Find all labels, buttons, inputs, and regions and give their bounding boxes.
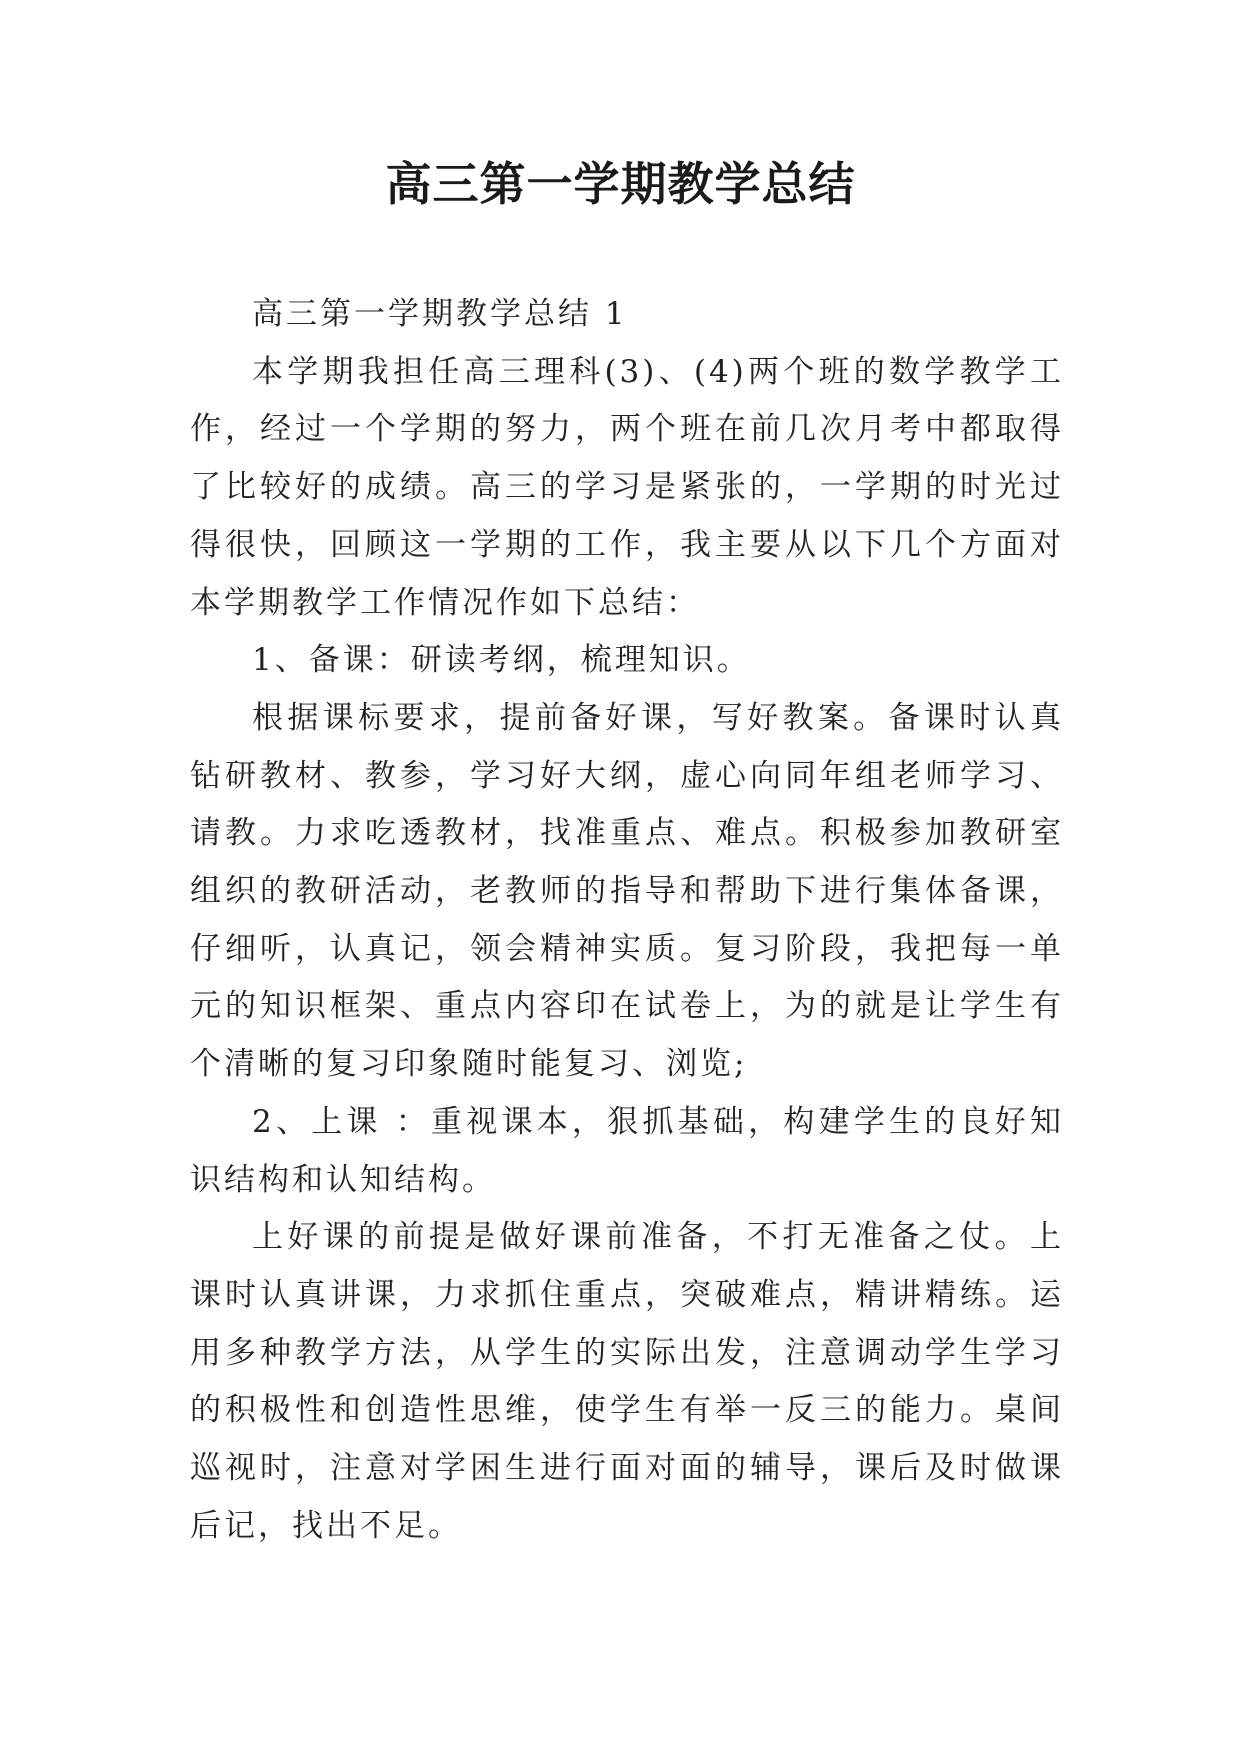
paragraph-intro: 本学期我担任高三理科(3)、(4)两个班的数学教学工作，经过一个学期的努力，两个班在前几次月考中都取得了比较好的成绩。高三的学习是紧张的，一学期的时光过得很快，回顾这一学期的工作，我主要从以下几个方面对本学期教学工作情况作如下总结：: [190, 353, 1064, 621]
paragraph-heading: 高三第一学期教学总结 1: [252, 296, 628, 332]
document-body: [190, 286, 1064, 1555]
paragraph-section-2-body: 上好课的前提是做好课前准备，不打无准备之仗。上课时认真讲课，力求抓住重点，突破难点，精讲精练。运用多种教学方法，从学生的实际出发，注意调动学生学习的积极性和创造性思维，使学生有举一反三的能力。桌间巡视时，注意对学困生进行面对面的辅导，课后及时做课后记，找出不足。: [190, 1219, 1064, 1544]
paragraph-section-2-heading: 2、上课 ：重视课本，狠抓基础，构建学生的良好知识结构和认知结构。: [190, 1103, 1064, 1198]
paragraph-section-1-body: 根据课标要求，提前备好课，写好教案。备课时认真钻研教材、教参，学习好大纲，虚心向同年组老师学习、请教。力求吃透教材，找准重点、难点。积极参加教研室组织的教研活动，老教师的指导和帮助下进行集体备课，仔细听，认真记，领会精神实质。复习阶段，我把每一单元的知识框架、重点内容印在试卷上，为的就是让学生有个清晰的复习印象随时能复习、浏览;: [190, 699, 1064, 1083]
document-title: 高三第一学期教学总结: [385, 157, 856, 211]
paragraph-section-1-heading: 1、备课：研读考纲，梳理知识。: [252, 642, 751, 679]
